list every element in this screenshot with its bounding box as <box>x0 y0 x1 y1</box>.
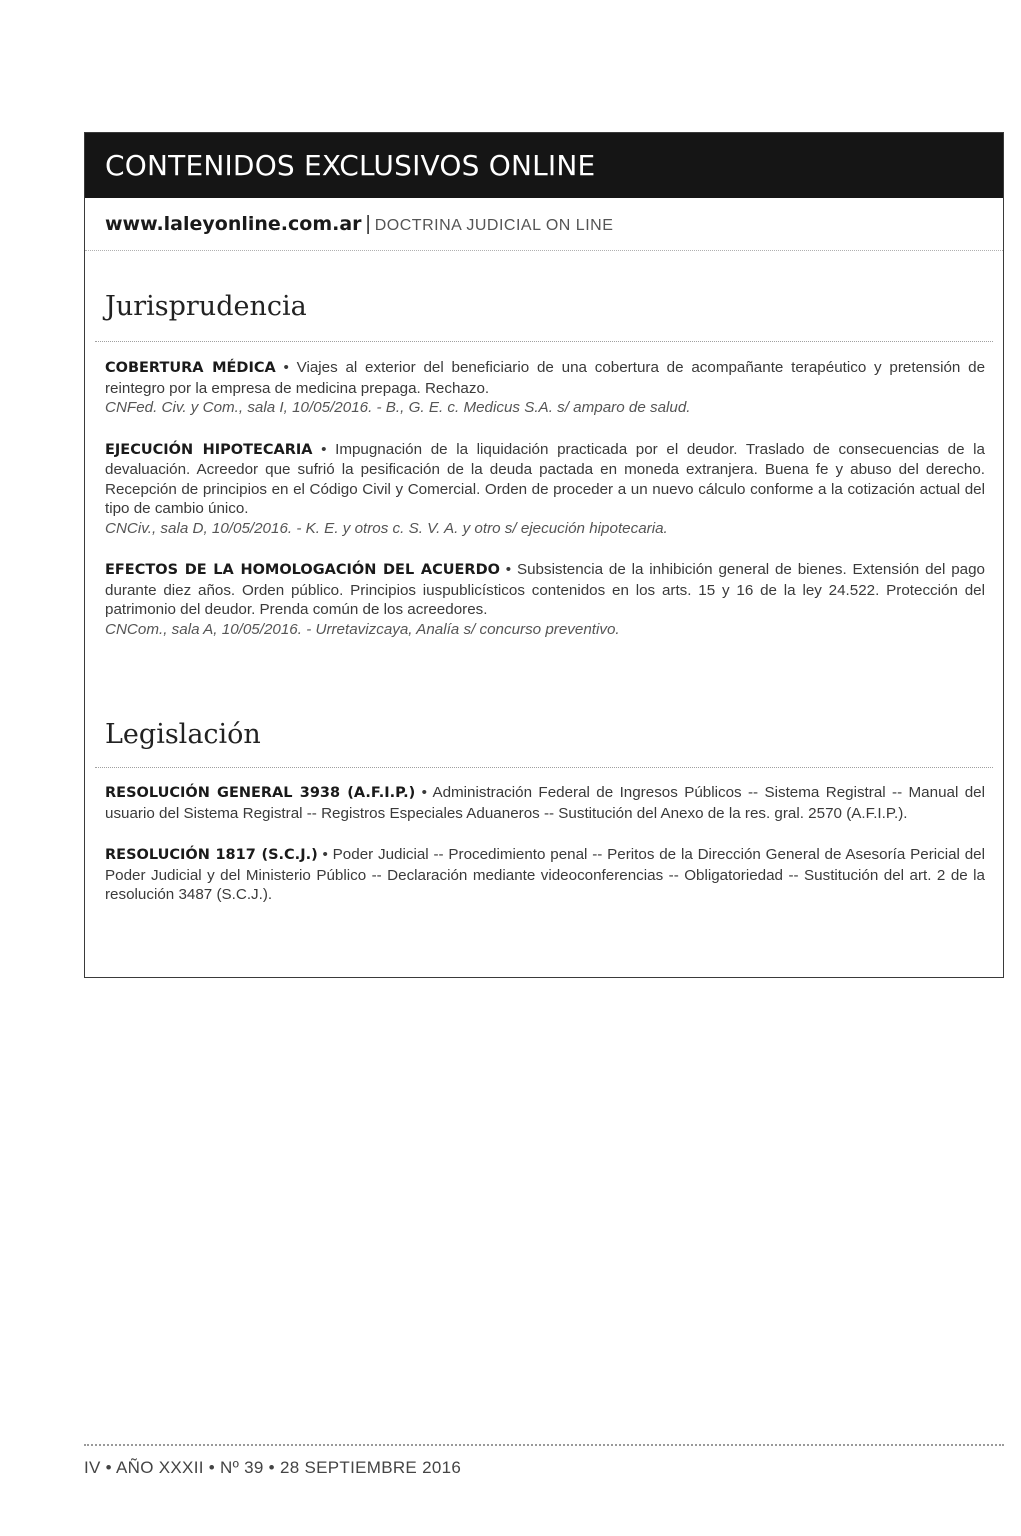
banner-title: CONTENIDOS EXCLUSIVOS ONLINE <box>85 133 1003 198</box>
entry-body: • Impugnación de la liquidación practicada por el deudor. Traslado de consecuencias de la devaluación. Acreedor que sufrió la pesificación de la deuda pactada en moneda extranjera. Buena fe y abuso del derecho. Recepción de principios en el Código Civil y Comercial. Orden de proceder a un nuevo cálculo conforme a la cotización actual del tipo de cambio único. <box>105 440 985 517</box>
entry-citation: CNCiv., sala D, 10/05/2016. - K. E. y otros c. S. V. A. y otro s/ ejecución hipotecaria. <box>105 519 668 537</box>
entry-heading: EFECTOS DE LA HOMOLOGACIÓN DEL ACUERDO <box>105 562 500 578</box>
entry-heading: COBERTURA MÉDICA <box>105 360 276 376</box>
site-subtitle: DOCTRINA JUDICIAL ON LINE <box>374 217 614 234</box>
entry-heading: RESOLUCIÓN GENERAL 3938 (A.F.I.P.) <box>105 785 416 801</box>
entry-citation: CNCom., sala A, 10/05/2016. - Urretavizcaya, Analía s/ concurso preventivo. <box>105 620 620 638</box>
entry-body: • Subsistencia de la inhibición general de bienes. Extensión del pago durante diez años. Orden público. Principios iuspublicísticos contenidos en los arts. 15 y 16 de la ley 24.522. Protección del patrimonio del deudor. Prenda común de los acreedores. <box>105 561 985 618</box>
site-separator: | <box>365 213 371 235</box>
site-line <box>85 198 1003 251</box>
entry-citation: CNFed. Civ. y Com., sala I, 10/05/2016. - B., G. E. c. Medicus S.A. s/ amparo de salud. <box>105 399 691 416</box>
legislacion-list <box>105 783 985 927</box>
divider <box>95 341 993 342</box>
entry-body: • Viajes al exterior del beneficiario de una cobertura de acompañante terapéutico y pretensión de reintegro por la empresa de medicina prepaga. Rechazo. <box>105 359 986 397</box>
online-contents-box <box>84 132 1004 978</box>
section-title-jurisprudencia: Jurisprudencia <box>105 291 307 322</box>
list-item <box>105 845 985 905</box>
entry-heading: RESOLUCIÓN 1817 (S.C.J.) <box>105 847 318 863</box>
entry-body: • Poder Judicial -- Procedimiento penal -- Peritos de la Dirección General de Asesoría Pericial del Poder Judicial y del Ministerio Público -- Declaración mediante videoconferencias -- Obligatoriedad -- Sustitución del art. 2 de la resolución 3487 (S.C.J.). <box>105 846 985 903</box>
entry-heading: EJECUCIÓN HIPOTECARIA <box>105 441 313 458</box>
page-footer: IV • AÑO XXXII • Nº 39 • 28 SEPTIEMBRE 2016 <box>84 1458 462 1477</box>
divider <box>95 767 993 768</box>
list-item <box>105 783 985 823</box>
entry-body: • Administración Federal de Ingresos Públicos -- Sistema Registral -- Manual del usuario del Sistema Registral -- Registros Especiales Aduaneros -- Sustitución del Anexo de la res. gral. 2570 (A.F.I.P.). <box>105 784 985 822</box>
jurisprudencia-list <box>105 358 985 661</box>
section-title-legislacion: Legislación <box>105 719 261 750</box>
list-item <box>105 358 985 418</box>
list-item <box>105 440 985 539</box>
list-item <box>105 560 985 639</box>
footer-divider <box>84 1444 1004 1446</box>
site-url-link[interactable]: www.laleyonline.com.ar <box>105 213 362 235</box>
